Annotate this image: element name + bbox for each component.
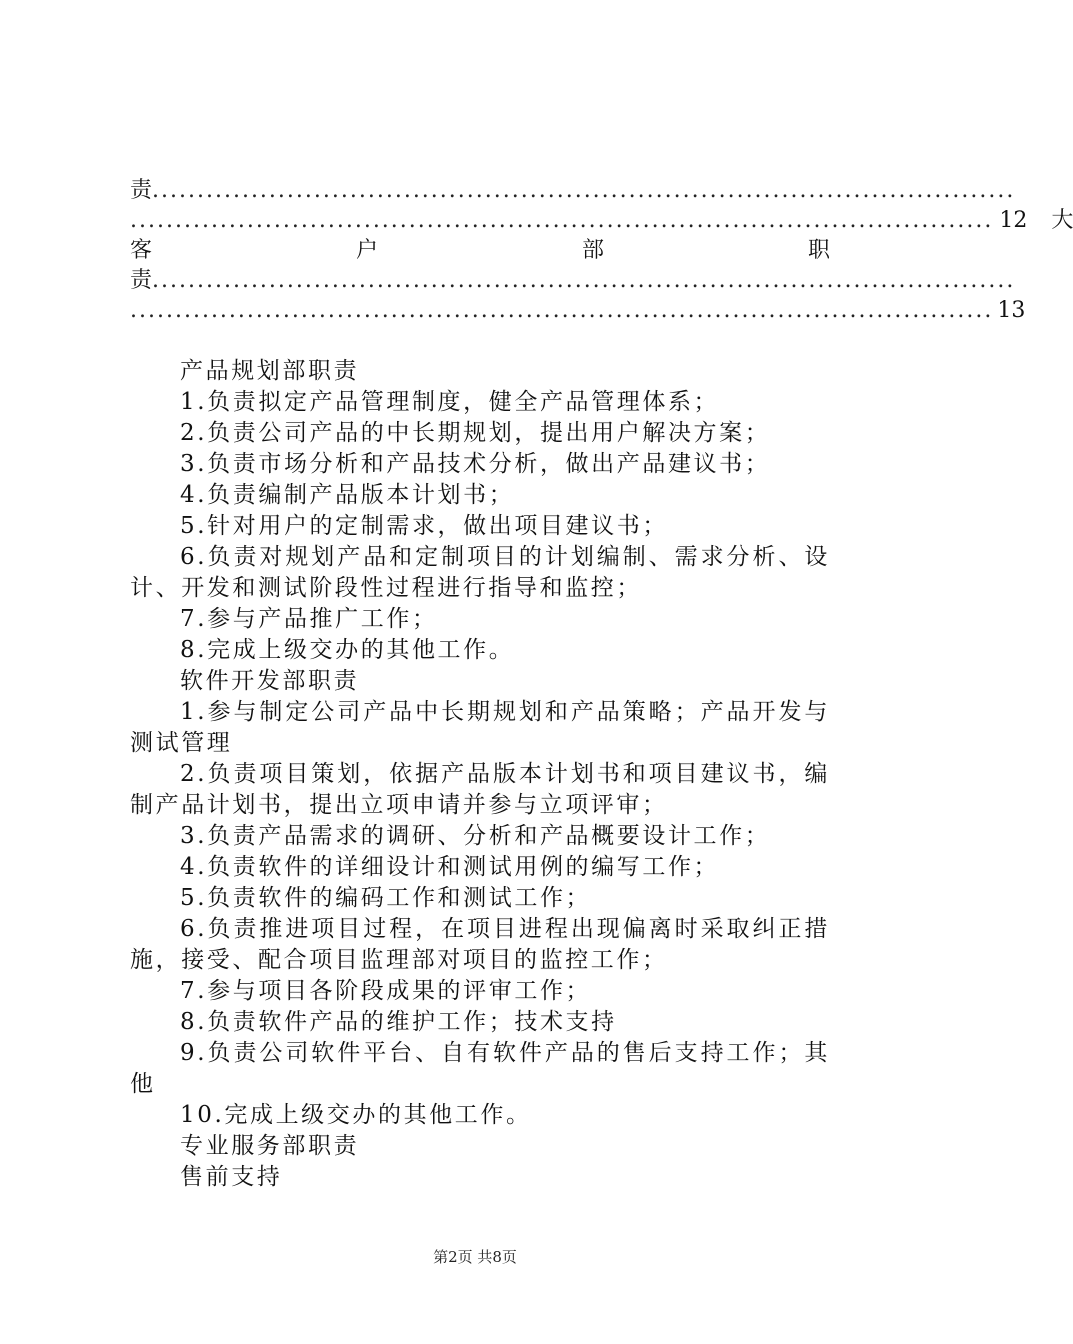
section-heading: 软件开发部职责 [180, 668, 360, 694]
toc-leader-dots: ................................................................................................ [130, 208, 994, 233]
section-heading: 产品规划部职责 [180, 358, 360, 384]
duty-item: 8.完成上级交办的其他工作。 [180, 637, 515, 663]
duty-item: 2.负责项目策划，依据产品版本计划书和项目建议书，编制产品计划书，提出立项申请并参与立项评审； [130, 761, 830, 818]
duty-item: 1.参与制定公司产品中长期规划和产品策略；产品开发与测试管理 [130, 699, 830, 756]
toc-row [130, 236, 830, 266]
duty-item: 5.针对用户的定制需求，做出项目建议书； [180, 513, 668, 539]
duty-item: 5.负责软件的编码工作和测试工作； [180, 885, 592, 911]
duty-item: 1.负责拟定产品管理制度，健全产品管理体系； [180, 389, 720, 415]
toc-entry-char: 客 [130, 238, 153, 263]
duty-item: 6.负责推进项目过程，在项目进程出现偏离时采取纠正措施，接受、配合项目监理部对项目的监控工作； [130, 916, 830, 973]
toc-entry-char: 职 [807, 238, 830, 263]
toc-page-number: 12 [999, 208, 1028, 233]
toc-fragment [130, 176, 1073, 326]
subsection-heading: 售前支持 [180, 1164, 283, 1190]
toc-row [130, 176, 1016, 206]
duty-item: 6.负责对规划产品和定制项目的计划编制、需求分析、设计、开发和测试阶段性过程进行指导和监控； [130, 544, 830, 601]
duty-item: 2.负责公司产品的中长期规划，提出用户解决方案； [180, 420, 771, 446]
toc-entry-text: 大 [1051, 208, 1073, 233]
duty-item: 9.负责公司软件平台、自有软件产品的售后支持工作；其他 [130, 1040, 830, 1097]
toc-leader-dots: ................................................................................................ [152, 268, 1016, 293]
page-footer: 第2页 共8页 [433, 1248, 517, 1266]
duty-item: 4.负责编制产品版本计划书； [180, 482, 515, 508]
duty-item: 8.负责软件产品的维护工作；技术支持 [180, 1009, 617, 1035]
toc-leader-dots: ................................................................................................ [130, 298, 994, 323]
section-heading: 专业服务部职责 [180, 1133, 360, 1159]
duty-item: 10.完成上级交办的其他工作。 [180, 1102, 532, 1128]
toc-leader-dots: ................................................................................................ [152, 178, 1016, 203]
toc-page-number: 13 [997, 298, 1026, 323]
toc-row [130, 266, 1016, 296]
toc-row [130, 296, 1026, 326]
toc-entry-char: 部 [581, 238, 604, 263]
toc-entry-text: 责 [130, 178, 153, 203]
toc-entry-char: 户 [355, 238, 378, 263]
document-body [130, 356, 830, 1193]
duty-item: 7.参与项目各阶段成果的评审工作； [180, 978, 592, 1004]
toc-row [130, 206, 1073, 236]
toc-entry-text: 责 [130, 268, 153, 293]
duty-item: 7.参与产品推广工作； [180, 606, 438, 632]
duty-item: 4.负责软件的详细设计和测试用例的编写工作； [180, 854, 720, 880]
duty-item: 3.负责产品需求的调研、分析和产品概要设计工作； [180, 823, 771, 849]
duty-item: 3.负责市场分析和产品技术分析，做出产品建议书； [180, 451, 771, 477]
